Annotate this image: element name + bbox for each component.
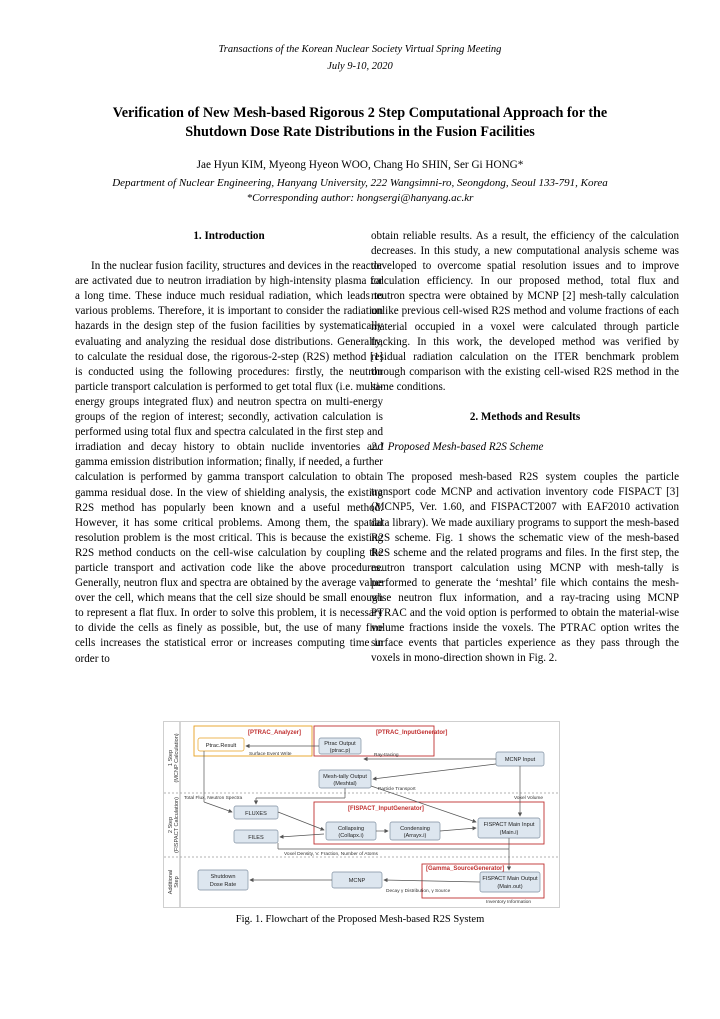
flowchart-diagram — [164, 722, 559, 907]
title-line-2: Shutdown Dose Rate Distributions in the Fusion Facilities — [185, 124, 535, 140]
intro-continued: obtain reliable results. As a result, the efficiency of the calculation decreases. In this study, a new computational analysis scheme was developed to overcome spatial resolution issues and to improve calculation efficiency. In our proposed method, total flux and neutron spectra were obtained by MCNP [2] mesh-tally calculation unlike previous cell-wised R2S method and volume fractions of each material occupied in a voxel were calculated through particle tracking. In this work, the developed method was verified by residual radiation calculation on the ITER benchmark problem through comparison with the existing cell-wised R2S method in the same conditions. — [371, 230, 679, 393]
conference-date: July 9-10, 2020 — [327, 61, 393, 72]
ptrac-output-text-1: Ptrac Output — [324, 741, 356, 747]
conference-name: Transactions of the Korean Nuclear Society Virtual Spring Meeting — [218, 44, 502, 55]
methods-paragraph: The proposed mesh-based R2S system couples the particle transport code MCNP and activation inventory code FISPACT [3] (MCNP5, Ver. 1.60, and FISPACT2007 with EAF2010 activation data library). We made auxiliary programs to support the mesh-based R2S scheme. Fig. 1 shows the schematic view of the mesh-based R2S scheme and the related programs and files. In the first step, the neutron transport calculation using MCNP with mesh-tally is performed to generate the ‘meshtal’ file which contains the mesh-wise neutron flux information, and a ray-tracing using MCNP PTRAC and the void option is performed to obtain the material-wise volume fractions inside the voxels. The PTRAC option writes the surface events that particles experience as they pass through the voxels in mono-direction shown in Fig. 2. — [371, 471, 679, 665]
right-column — [371, 229, 679, 666]
collapsing-text-2: (Collapx.i) — [338, 833, 364, 839]
fispact-output-text-1: FISPACT Main Output — [482, 876, 538, 882]
fispact-main-input-text-1: FISPACT Main Input — [483, 822, 535, 828]
particle-transport-label: Particle Transport — [378, 787, 416, 792]
intro-paragraph: In the nuclear fusion facility, structures and devices in the reactor are activated due to neutron irradiation by high-intensity plasma for a long time. These induce much residual radiation, which leads to various problems. Therefore, it is important to consider the radiation hazards in the design step of the fusion facilities by systematically evaluating and analyzing the residual dose distributions. Generally, to calculate the residual dose, the rigorous-2-step (R2S) method [1] is conducted using the following procedures: firstly, the neutron particle transport calculation is performed to get total flux (i.e. multi-energy groups integrated flux) and neutron spectra on multi-energy groups of the region of interest; secondly, activation calculation is performed using total flux and spectra calculated in the first step and irradiation and decay history to obtain nuclide inventories and gamma emission distribution information; finally, if needed, a further calculation is performed by gamma transport calculation to obtain gamma residual dose. In the view of shielding analysis, the existing R2S method has popularly been known and a useful method. However, it has some critical problems. Among them, the spatial resolution problem is the most critical. This is because the existing R2S method conducts on the cell-wise calculation by coupling the particle transport and activation code like the above procedures. Generally, neutron flux and spectra are obtained by the average value over the cell, which means that the cell size should be small enough to represent a flat flux. In order to solve this problem, it is necessary to divide the cells as finely as possible, but, the use of many fine cells increases the statistical error or increases computing time in order to — [75, 260, 383, 665]
inventory-info-label: Inventory Information — [486, 900, 532, 905]
collapsing-text-1: Collapsing — [337, 826, 365, 832]
step2-label: 2 Step — [168, 816, 174, 834]
section-2-heading: 2. Methods and Results — [469, 411, 581, 424]
step3-label: Additional — [168, 869, 174, 895]
files-text: FILES — [248, 835, 264, 841]
fispact-main-input-text-2: (Main.i) — [499, 830, 519, 836]
fispact-inputgen-title: [FISPACT_InputGenerator] — [348, 806, 424, 812]
fluxes-text: FLUXES — [245, 811, 267, 817]
ptrac-result-text: Ptrac.Result — [205, 743, 237, 749]
shutdown-text-1: Shutdown — [210, 874, 236, 880]
ptrac-output-text-2: (ptrac.p) — [329, 748, 351, 754]
gamma-sourcegen-title: [Gamma_SourceGenerator] — [426, 866, 505, 872]
condensing-text-2: (Arrayx.i) — [403, 833, 427, 839]
subsection-heading: 2.1 Proposed Mesh-based R2S Scheme — [371, 441, 544, 454]
figure-1 — [163, 721, 560, 908]
condensing-text-1: Condensing — [400, 826, 430, 832]
step1-sub: (MCNP Calculation) — [174, 733, 180, 783]
meshtally-text-1: Mesh-tally Output — [323, 774, 367, 780]
shutdown-text-2: Dose Rate — [209, 882, 237, 888]
corresponding-author: *Corresponding author: hongsergi@hanyang.ac.kr — [246, 192, 474, 204]
step1-label: 1 Step — [168, 749, 174, 767]
affiliation: Department of Nuclear Engineering, Hanyang University, 222 Wangsimni-ro, Seongdong, Seoul 133-791, Korea — [112, 177, 608, 189]
authors: Jae Hyun KIM, Myeong Hyeon WOO, Chang Ho SHIN, Ser Gi HONG* — [196, 159, 524, 171]
mcnp-text: MCNP — [348, 878, 366, 884]
fispact-output-text-2: (Main.out) — [497, 884, 523, 890]
figure-1-caption: Fig. 1. Flowchart of the Proposed Mesh-based R2S System — [235, 914, 485, 925]
voxel-volume-label: Voxel Volume — [514, 796, 544, 801]
voxel-density-label: Voxel Density, V. Fraction, Number of Atoms — [284, 852, 378, 857]
step2-sub: (FISPACT Calculation) — [174, 796, 180, 854]
left-column — [75, 229, 383, 667]
meshtally-text-2: (Meshtal) — [333, 781, 357, 787]
title-line-1: Verification of New Mesh-based Rigorous 2 Step Computational Approach for the — [112, 105, 608, 121]
section-1-heading: 1. Introduction — [193, 230, 265, 242]
total-flux-label: Total Flux, Neutron Spectra — [184, 796, 243, 801]
ptrac-analyzer-title: [PTRAC_Analyzer] — [248, 730, 302, 736]
affiliation-block — [0, 176, 720, 206]
paper-title — [60, 104, 660, 142]
step3-sub: Step — [174, 876, 180, 888]
decay-gamma-label: Decay γ Distribution, γ Source — [386, 889, 451, 894]
ptrac-inputgen-title: [PTRAC_InputGenerator] — [376, 730, 448, 736]
ray-tracing-label: Ray-tracing — [374, 753, 399, 758]
mcnp-input-text: MCNP Input — [504, 757, 536, 763]
surface-event-write-label: Surface Event Write — [249, 752, 292, 757]
